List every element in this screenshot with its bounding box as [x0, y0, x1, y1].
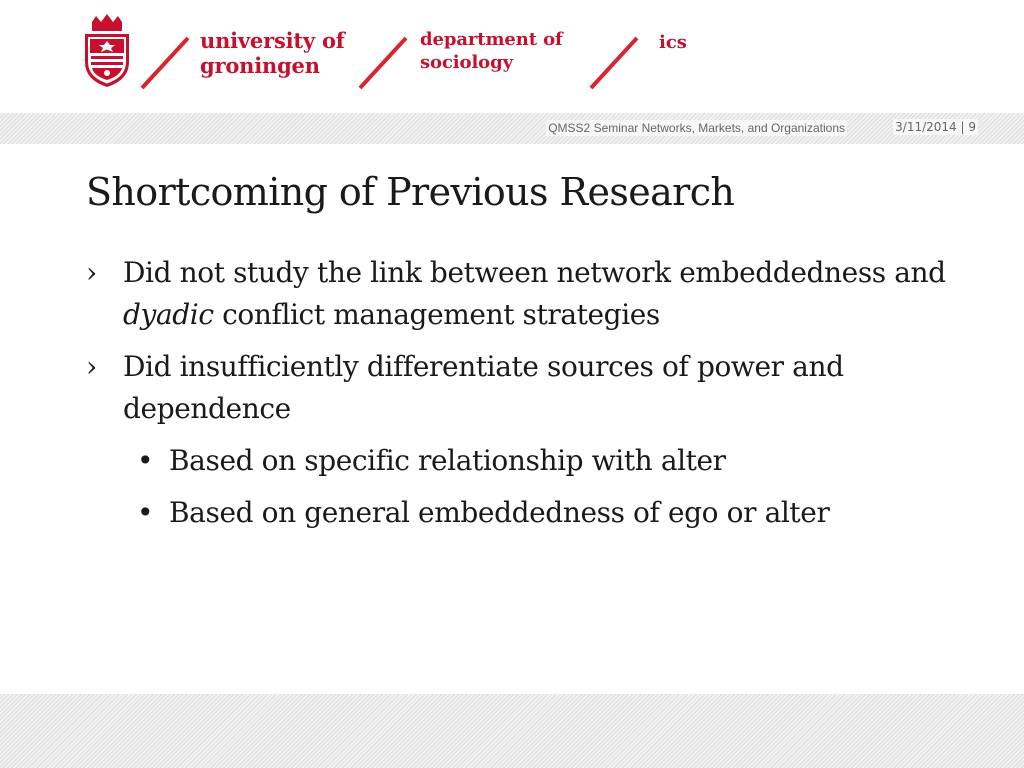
meta-bar — [0, 113, 1024, 144]
bullet-item — [0, 252, 953, 336]
header — [0, 0, 1024, 113]
institute-name: ics — [659, 32, 687, 53]
bullet-marker-icon: › — [86, 256, 97, 289]
department-name-line1: department of — [420, 29, 563, 50]
sub-bullet-text: Based on specific relationship with alter — [169, 444, 726, 477]
department-name-line2: sociology — [420, 52, 513, 73]
university-name-line2: groningen — [200, 53, 320, 78]
course-name: QMSS2 Seminar Networks, Markets, and Organizations — [548, 121, 845, 135]
divider-slash-icon — [138, 36, 190, 90]
sub-bullet-item — [0, 492, 1024, 534]
slide-content — [0, 252, 1024, 534]
bullet-item — [0, 346, 953, 430]
date-page-number: 3/11/2014 | 9 — [895, 120, 976, 134]
footer-band — [0, 694, 1024, 768]
bullet-text: Did not study the link between network embeddedness and — [123, 256, 946, 289]
bullet-marker-icon: › — [86, 350, 97, 383]
sub-bullet-text: Based on general embeddedness of ego or alter — [169, 496, 830, 529]
university-crest-icon — [82, 14, 132, 88]
university-name-line1: university of — [200, 28, 345, 53]
bullet-text: conflict management strategies — [213, 298, 660, 331]
sub-bullet-item — [0, 440, 1024, 482]
divider-slash-icon — [356, 36, 408, 90]
divider-slash-icon — [587, 36, 639, 90]
sub-bullet-marker-icon: • — [137, 496, 154, 529]
bullet-text: Did insufficiently differentiate sources of power and dependence — [123, 350, 844, 425]
sub-bullet-marker-icon: • — [137, 444, 154, 477]
slide-title: Shortcoming of Previous Research — [86, 170, 735, 214]
bullet-emphasis: dyadic — [123, 298, 214, 331]
